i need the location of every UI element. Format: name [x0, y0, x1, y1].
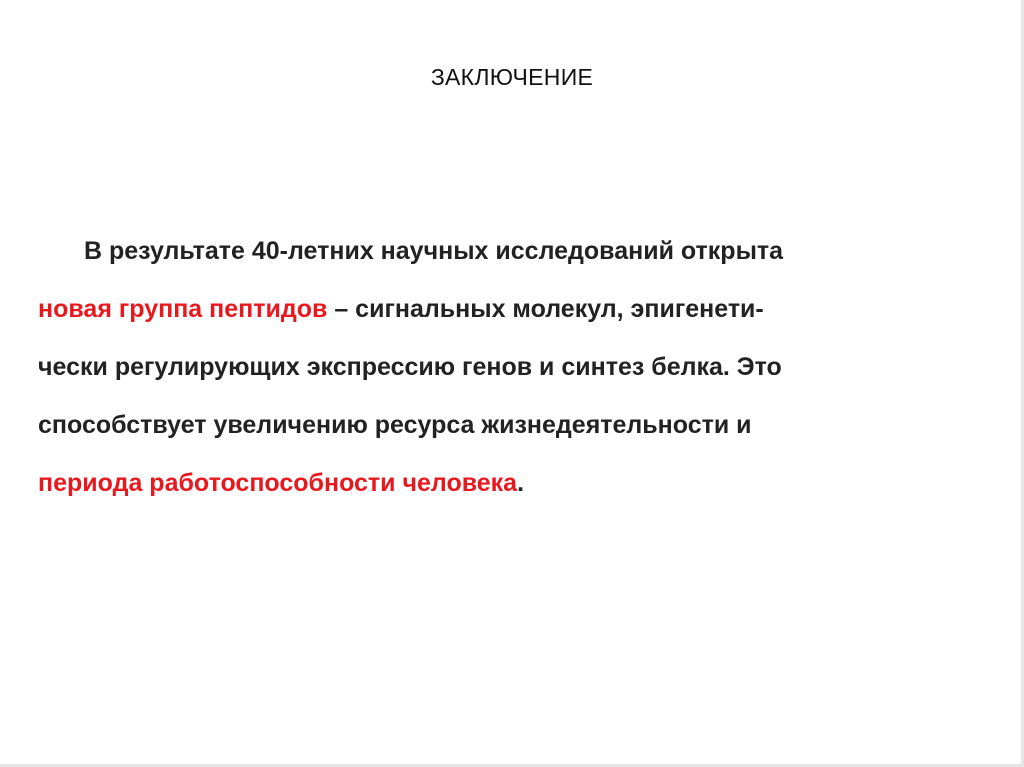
body-line-5	[38, 454, 998, 512]
slide-body-text	[38, 222, 998, 512]
body-line-5-period: .	[517, 469, 525, 497]
highlight-work-capacity-period: периода работоспособности человека	[38, 469, 518, 497]
slide-title: ЗАКЛЮЧЕНИЕ	[430, 64, 594, 90]
highlight-new-peptide-group: новая группа пептидов	[38, 295, 328, 323]
body-line-4	[38, 396, 998, 454]
body-line-3	[38, 338, 998, 396]
body-line-2	[38, 280, 998, 338]
body-line-1-text: В результате 40-летних научных исследований открыта	[84, 237, 784, 265]
body-line-2-text: – сигнальных молекул, эпигенети-	[327, 295, 764, 323]
body-line-4-text: способствует увеличению ресурса жизнедеятельности и	[38, 411, 752, 439]
body-line-3-text: чески регулирующих экспрессию генов и синтез белка. Это	[38, 353, 782, 381]
body-line-1	[38, 222, 998, 280]
